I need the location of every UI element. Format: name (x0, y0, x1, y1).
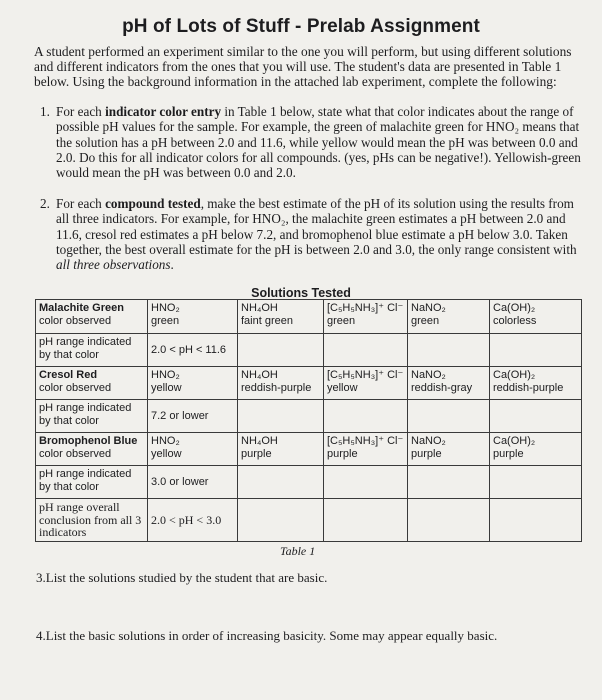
row-label: Malachite Green color observed (36, 300, 148, 334)
question-2-number: 2. (40, 196, 50, 211)
empty-cell (238, 400, 324, 433)
question-1-text: For each indicator color entry in Table 1 below, state what that color indicates about the range of possible pH values for the sample. For example, the green of malachite green for HNO₂ means that the solution has a pH between 2.0 and 11.6, while yellow would mean the pH was between 0.0 and 2.0. Do this for all indicator colors for all compounds. (yes, pHs can be negative!). Yellowish-green would mean the pH was between 0.0 and 2.0. (56, 104, 581, 181)
table-row (36, 367, 582, 400)
empty-cell (238, 466, 324, 499)
table-cell: NH₄OH reddish-purple (238, 367, 324, 400)
row-label: Bromophenol Blue color observed (36, 433, 148, 466)
table-row (36, 400, 582, 433)
table-row (36, 334, 582, 367)
row-label: pH range overall conclusion from all 3 indicators (36, 499, 148, 542)
empty-cell (490, 466, 582, 499)
empty-cell (408, 400, 490, 433)
row-label: Cresol Red color observed (36, 367, 148, 400)
row-label: pH range indicated by that color (36, 466, 148, 499)
empty-cell (408, 334, 490, 367)
empty-cell (238, 499, 324, 542)
question-4: 4.List the basic solutions in order of increasing basicity. Some may appear equally basic. (36, 628, 498, 643)
ph-range-value: 2.0 < pH < 3.0 (148, 499, 238, 542)
question-1-emphasis: indicator color entry (105, 104, 222, 119)
page-title: pH of Lots of Stuff - Prelab Assignment (122, 16, 480, 37)
question-1-number: 1. (40, 104, 50, 119)
table-cell: NaNO₂ reddish-gray (408, 367, 490, 400)
question-2 (40, 196, 588, 272)
table-row (36, 466, 582, 499)
table-cell: NH₄OH purple (238, 433, 324, 466)
question-3: 3.List the solutions studied by the student that are basic. (36, 570, 328, 585)
table-cell: [C₅H₅NH₃]⁺ Cl⁻ purple (324, 433, 408, 466)
empty-cell (324, 400, 408, 433)
table-header: Solutions Tested (251, 286, 351, 300)
ph-range-value: 7.2 or lower (148, 400, 238, 433)
table-cell: HNO₂ yellow (148, 367, 238, 400)
question-1-insert: (yes, pHs can be negative!). Yellowish-green would mean the pH was between 0.0 and 2.0. (56, 149, 581, 181)
empty-cell (324, 466, 408, 499)
row-label: pH range indicated by that color (36, 400, 148, 433)
data-table (35, 299, 582, 542)
table-cell: Ca(OH)₂ purple (490, 433, 582, 466)
table-cell: Ca(OH)₂ reddish-purple (490, 367, 582, 400)
empty-cell (490, 334, 582, 367)
table-caption: Table 1 (280, 544, 316, 558)
empty-cell (238, 334, 324, 367)
table-cell: NaNO₂ green (408, 300, 490, 334)
table-cell: [C₅H₅NH₃]⁺ Cl⁻ green (324, 300, 408, 334)
ph-range-value: 2.0 < pH < 11.6 (148, 334, 238, 367)
table-cell: Ca(OH)₂ colorless (490, 300, 582, 334)
ph-range-value: 3.0 or lower (148, 466, 238, 499)
table-row (36, 499, 582, 542)
table-row (36, 300, 582, 334)
table-cell: [C₅H₅NH₃]⁺ Cl⁻ yellow (324, 367, 408, 400)
table-row (36, 433, 582, 466)
empty-cell (324, 499, 408, 542)
intro-paragraph: A student performed an experiment similar to the one you will perform, but using different solutions and different indicators from the ones that you will use. The student's data are presented in Table 1 below. Using the background information in the attached lab experiment, complete the following: (34, 44, 572, 89)
empty-cell (490, 400, 582, 433)
row-label: pH range indicated by that color (36, 334, 148, 367)
table-cell: NaNO₂ purple (408, 433, 490, 466)
question-1 (40, 104, 588, 180)
question-2-italic: all three observations (56, 257, 171, 273)
question-2-emphasis: compound tested (105, 196, 201, 211)
table-cell: NH₄OH faint green (238, 300, 324, 334)
table-cell: HNO₂ yellow (148, 433, 238, 466)
empty-cell (408, 466, 490, 499)
question-2-text: For each compound tested, make the best estimate of the pH of its solution using the results from all three indicators. For example, for HNO₂, the malachite green estimates a pH between 2.0 and 11.6, cresol red estimates a pH below 7.2, and bromophenol blue estimate a pH below 3.0. Taken together, the best overall estimate for the pH is between 2.0 and 3.0, the only range consistent with all three observations. (56, 196, 577, 273)
table-cell: HNO₂ green (148, 300, 238, 334)
empty-cell (324, 334, 408, 367)
empty-cell (408, 499, 490, 542)
empty-cell (490, 499, 582, 542)
